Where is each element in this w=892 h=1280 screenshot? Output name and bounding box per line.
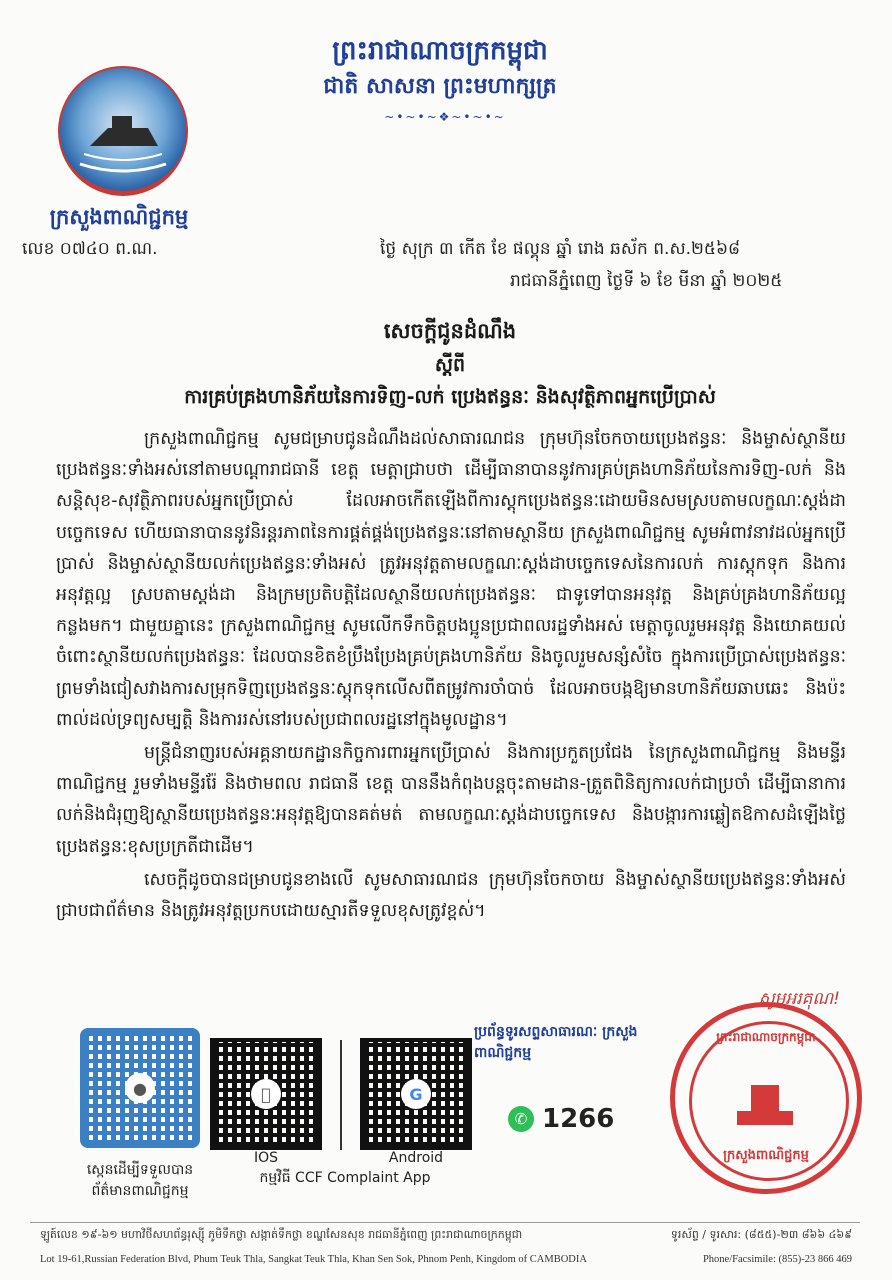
footer-address-kh: ឡូត៍លេខ ១៩-៦១ មហាវិថីសហព័ន្ធរុស្ស៊ី ភូមិទឹកថ្លា សង្កាត់ទឹកថ្លា ខណ្ឌសែនសុខ រាជធានីភ្នំពេញ ព្រះរាជាណាចក្រកម្ពុជា	[40, 1228, 523, 1241]
qr-divider	[340, 1040, 342, 1150]
ministry-logo	[58, 66, 188, 196]
paragraph-3: សេចក្តីដូចបានជម្រាបជូនខាងលើ សូមសាធារណជន ក្រុមហ៊ុនចែកចាយ និងម្ចាស់ស្ថានីយប្រេងឥន្ធនៈទាំងអស់ ជ្រាបជាព័ត៌មាន និងត្រូវអនុវត្តប្រកបដោយស្មារតីទទួលខុសត្រូវខ្ពស់។	[56, 869, 846, 922]
official-stamp	[670, 1002, 862, 1194]
title-line-3: ការគ្រប់គ្រងហានិភ័យនៃការទិញ-លក់ ប្រេងឥន្ធនៈ និងសុវត្ថិភាពអ្នកប្រើប្រាស់	[184, 386, 716, 408]
kingdom-heading: ព្រះរាជាណាចក្រកម្ពុជា	[332, 36, 548, 66]
hotline-number[interactable]	[508, 1104, 614, 1134]
apple-icon	[251, 1079, 281, 1109]
reference-number: លេខ ០៧៤០ ព.ណ.	[22, 239, 158, 259]
hotline-label: ប្រព័ន្ធទូរសព្ទសាធារណៈ ក្រសួងពាណិជ្ជកម្ម	[474, 1024, 638, 1061]
footer-phone-kh: ទូរស័ព្ទ / ទូរសារ: (៨៥៥)-២៣ ៨៦៦ ៤៦៩	[670, 1228, 852, 1241]
title-line-1: សេចក្ដីជូនដំណឹង	[383, 319, 517, 343]
stamp-top-text: ព្រះរាជាណាចក្រកម្ពុជា	[716, 1030, 816, 1044]
footer-phone-en: Phone/Facsimile: (855)-23 866 469	[702, 1254, 852, 1265]
notice-title	[80, 318, 820, 413]
android-qr-code[interactable]	[360, 1038, 472, 1150]
title-line-2: ស្ដីពី	[434, 354, 466, 376]
stamp-bottom-text: ក្រសួងពាណិជ្ជកម្ម	[723, 1148, 809, 1163]
hotline-number-text: 1266	[542, 1104, 615, 1134]
solar-date: រាជធានីភ្នំពេញ ថ្ងៃទី ៦ ខែ មីនា ឆ្នាំ ២០២៥	[510, 271, 783, 291]
ministry-name: ក្រសួងពាណិជ្ជកម្ម	[49, 205, 189, 229]
motto-heading: ជាតិ សាសនា ព្រះមហាក្សត្រ	[323, 74, 557, 99]
android-label: Android	[388, 1150, 444, 1166]
google-icon: G	[401, 1079, 431, 1109]
temple-emblem-icon	[737, 1067, 793, 1125]
body-text	[56, 424, 846, 927]
paragraph-2: មន្ត្រីជំនាញរបស់អគ្គនាយកដ្ឋានកិច្ចការពារអ្នកប្រើប្រាស់ និងការប្រកួតប្រជែង នៃក្រសួងពាណិជ្ជកម្ម និងមន្ទីរពាណិជ្ជកម្ម រួមទាំងមន្ទីររ៉ែ និងថាមពល រាជធានី ខេត្ត បាននឹងកំពុងបន្តចុះតាមដាន-ត្រួតពិនិត្យការលក់ជាប្រចាំ ដើម្បីធានាការលក់និងជំរុញឱ្យស្ថានីយប្រេងឥន្ធនៈអនុវត្តឱ្យបានគត់មត់ តាមលក្ខណៈស្តង់ដាបច្ចេកទេស និងបង្ការការឆ្លៀតឱកាសដំឡើងថ្លៃប្រេងឥន្ធនៈខុសប្រក្រតីជាដើម។	[56, 743, 847, 857]
footer-address-en: Lot 19-61,Russian Federation Blvd, Phum Teuk Thla, Sangkat Teuk Thla, Khan Sen Sok, Phnom Penh, Kingdom of CAMBODIA	[40, 1254, 587, 1265]
info-qr-code[interactable]	[80, 1028, 200, 1148]
ios-qr-code[interactable]	[210, 1038, 322, 1150]
app-caption: កម្មវិធី CCF Complaint App	[259, 1170, 431, 1186]
footer-divider	[30, 1222, 860, 1223]
ornament-divider: ~•~•~❖~•~•~	[384, 110, 506, 124]
phone-icon: ✆	[508, 1106, 534, 1132]
ios-label: IOS	[253, 1150, 279, 1166]
paragraph-1: ក្រសួងពាណិជ្ជកម្ម សូមជម្រាបជូនដំណឹងដល់សាធារណជន ក្រុមហ៊ុនចែកចាយប្រេងឥន្ធនៈ និងម្ចាស់ស្ថានីយប្រេងឥន្ធនៈទាំងអស់នៅតាមបណ្តារាជធានី ខេត្ត មេត្តាជ្រាបថា ដើម្បីធានាបាននូវការគ្រប់គ្រងហានិភ័យនៃការទិញ-លក់ និងសន្តិសុខ-សុវត្ថិភាពរបស់អ្នកប្រើប្រាស់ ដែលអាចកើតឡើងពីការស្តុកប្រេងឥន្ធនៈដោយមិនសមស្របតាមលក្ខណៈស្តង់ដាបច្ចេកទេស ហើយធានាបាននូវនិរន្តរភាពនៃការផ្គត់ផ្គង់ប្រេងឥន្ធនៈនៅតាមស្ថានីយ ក្រសួងពាណិជ្ជកម្ម សូមអំពាវនាវដល់អ្នកប្រើប្រាស់ និងម្ចាស់ស្ថានីយលក់ប្រេងឥន្ធនៈទាំងអស់ ត្រូវអនុវត្តតាមលក្ខណៈស្តង់ដាបច្ចេកទេសនៃការលក់ ការស្តុកទុក និងការអនុវត្តល្អ ស្របតាមស្តង់ដា និងក្រមប្រតិបត្តិដែលស្ថានីយលក់ប្រេងឥន្ធនៈ ជាទូទៅបានអនុវត្ត និងគ្រប់គ្រងហានិភ័យល្អកន្លងមក។ ជាមួយគ្នានេះ ក្រសួងពាណិជ្ជកម្ម សូមលើកទឹកចិត្តបងប្អូនប្រជាពលរដ្ឋទាំងអស់ មេត្តាចូលរួមអនុវត្ត និងយោគយល់ចំពោះស្ថានីយលក់ប្រេងឥន្ធនៈ ដែលបានខិតខំប្រឹងប្រែងគ្រប់គ្រងហានិភ័យ និងចូលរួមសន្សំសំចៃ ក្នុងការប្រើប្រាស់ប្រេងឥន្ធនៈ ព្រមទាំងជៀសវាងការសម្រុកទិញប្រេងឥន្ធនៈស្តុកទុកលើសពីតម្រូវការចាំបាច់ ដែលអាចបង្កឱ្យមានហានិភ័យឆាបឆេះ និងប៉ះពាល់ដល់ទ្រព្យសម្បត្តិ និងការរស់នៅរបស់ប្រជាពលរដ្ឋនៅក្នុងមូលដ្ឋាន។	[56, 429, 846, 730]
closing-thanks: សូមអរគុណ!	[758, 989, 840, 1009]
scan-caption: ស្កេនដើម្បីទទួលបាន ព័ត៌មានពាណិជ្ជកម្ម	[86, 1162, 194, 1199]
lunar-date: ថ្ងៃ សុក្រ ៣ កើត ខែ ផល្គុន ឆ្នាំ រោង ឆស័ក ព.ស.២៥៦៨	[380, 239, 741, 259]
ministry-logo-icon: ●	[125, 1073, 155, 1103]
